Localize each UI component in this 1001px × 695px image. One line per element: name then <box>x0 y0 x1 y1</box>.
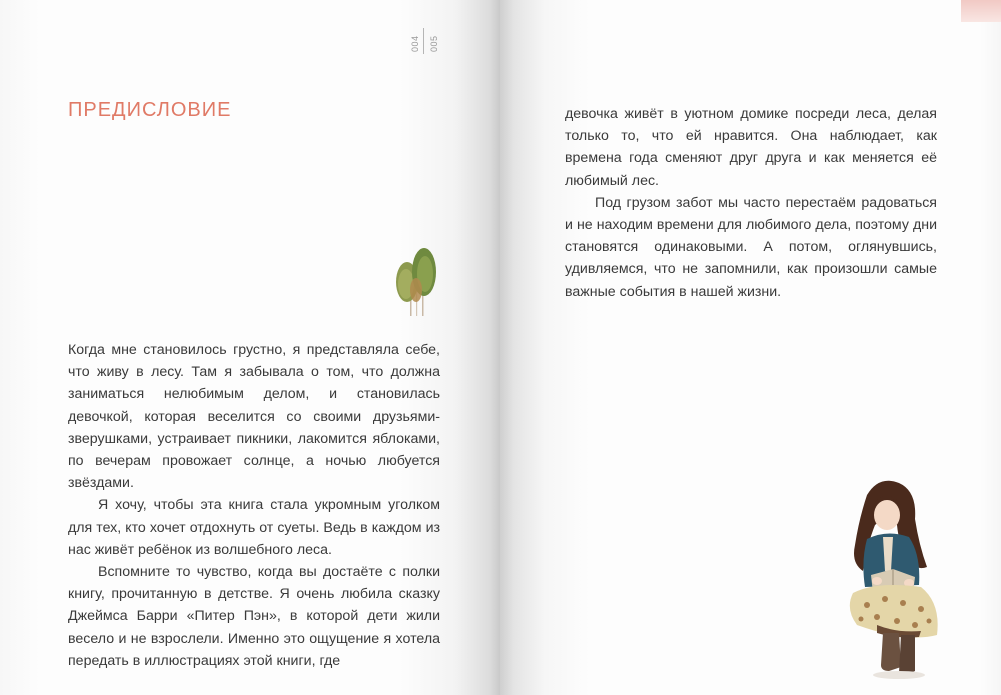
trees-illustration <box>388 246 440 318</box>
paragraph: девочка живёт в уютном домике посреди леса, делая только то, что ей нравится. Она наблюдает, как времена года сменяют друг друга и как меняется её любимый лес. <box>565 106 937 189</box>
page-number-divider <box>423 28 424 54</box>
page-number-left: 004 <box>410 35 420 52</box>
girl-reading-illustration <box>837 475 947 685</box>
corner-tab <box>961 0 1001 22</box>
right-page-text <box>565 103 937 303</box>
paragraph: Под грузом забот мы часто перестаём радоваться и не находим времени для любимого дела, поэтому дни становятся одинаковыми. А потом, оглянувшись, удивляемся, что не запомнили, как произошли самые важные события в нашей жизни. <box>565 194 937 300</box>
left-page <box>0 0 500 695</box>
chapter-title: ПРЕДИСЛОВИЕ <box>68 99 232 121</box>
left-page-text <box>68 339 440 672</box>
paragraph: Когда мне становилось грустно, я представляла себе, что живу в лесу. Там я забывала о том, что должна заниматься нелюбимым делом, и становилась девочкой, которая веселится со своими друзьями-зверушками, устраивает пикники, лакомится яблоками, по вечерам провожает солнце, а ночью любуется звёздами. <box>68 342 440 492</box>
paragraph: Я хочу, чтобы эта книга стала укромным уголком для тех, кто хочет отдохнуть от суеты. Ведь в каждом из нас живёт ребёнок из волшебного леса. <box>68 497 440 558</box>
paragraph: Вспомните то чувство, когда вы достаёте с полки книгу, прочитанную в детстве. Я очень любила сказку Джеймса Барри «Питер Пэн», в которой дети жили весело и не взрослели. Именно это ощущение я хотела передать в иллюстрациях этой книги, где <box>68 564 440 669</box>
page-number-right: 005 <box>429 35 439 52</box>
